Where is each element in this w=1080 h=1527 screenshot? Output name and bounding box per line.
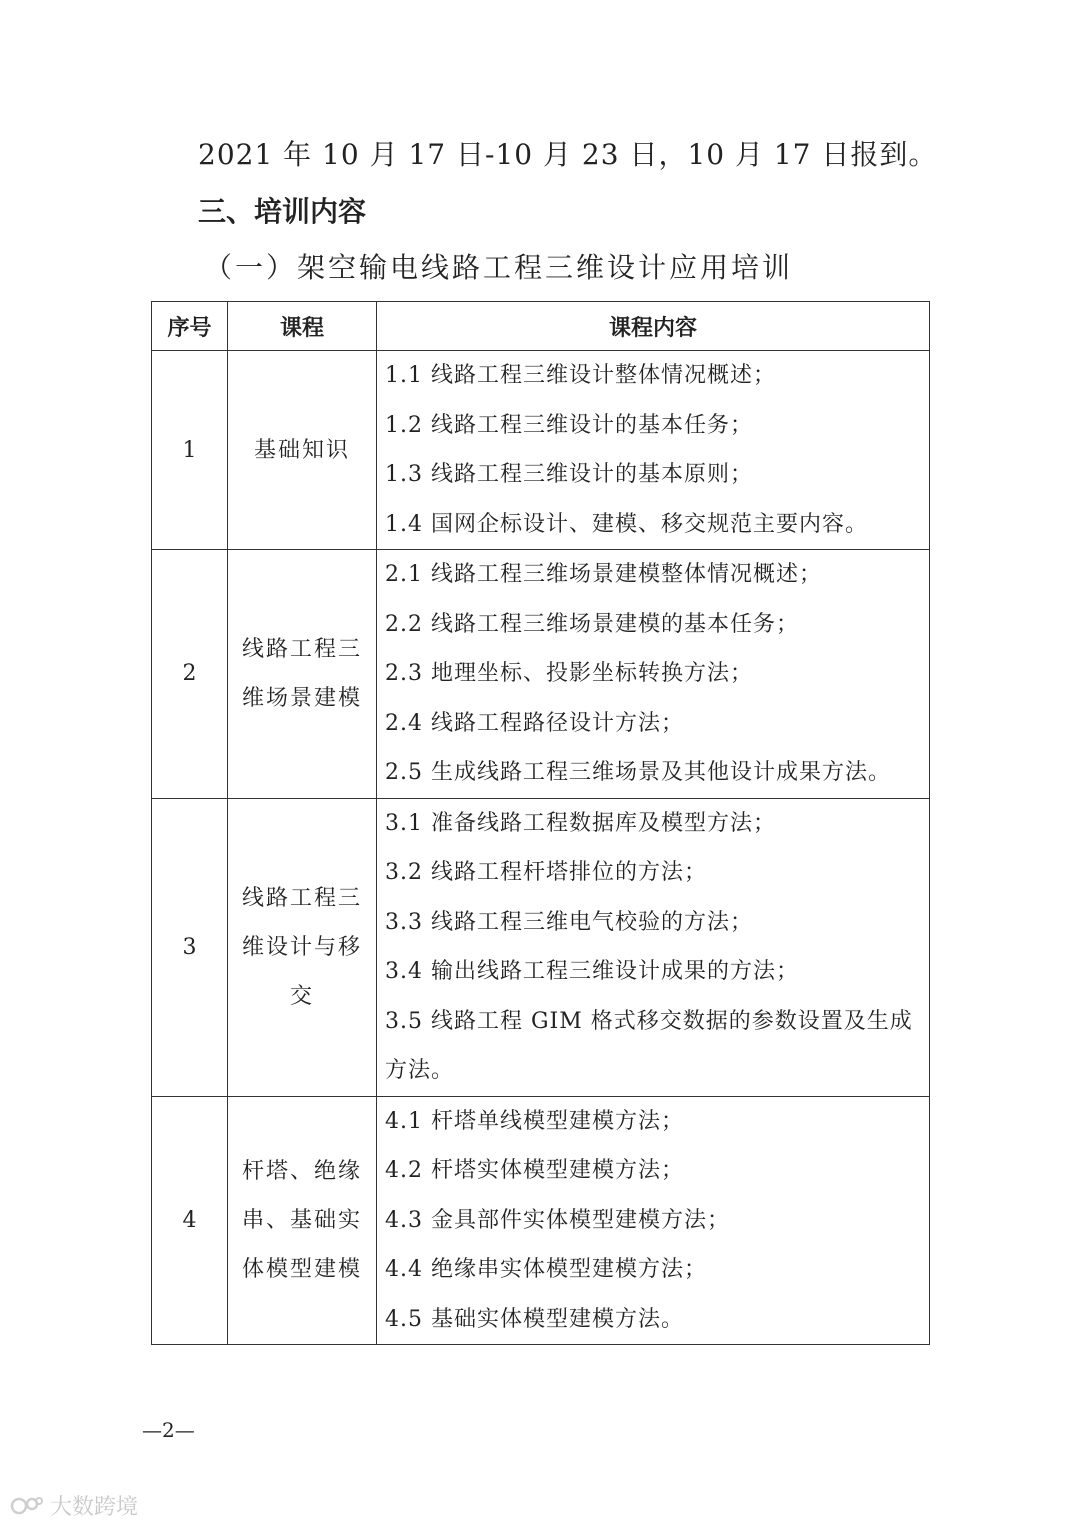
header-course: 课程 — [228, 302, 377, 351]
table-row — [152, 550, 930, 799]
table-row — [152, 1096, 930, 1345]
row-number: 4 — [152, 1096, 228, 1345]
course-content — [377, 550, 930, 799]
content-item: 1.2 线路工程三维设计的基本任务； — [385, 412, 753, 438]
content-item: 2.3 地理坐标、投影坐标转换方法； — [385, 661, 753, 686]
content-item: 4.4 绝缘串实体模型建模方法； — [385, 1257, 707, 1282]
content-item: 4.5 基础实体模型建模方法。 — [385, 1306, 684, 1332]
table-row — [152, 798, 930, 1096]
table-row — [152, 351, 930, 550]
header-content: 课程内容 — [377, 302, 930, 351]
content-item: 1.1 线路工程三维设计整体情况概述； — [385, 363, 776, 388]
content-item: 4.1 杆塔单线模型建模方法； — [385, 1108, 684, 1134]
header-no: 序号 — [152, 302, 228, 351]
row-number: 2 — [152, 550, 228, 799]
content-item: 2.4 线路工程路径设计方法； — [385, 710, 684, 736]
content-item: 3.1 准备线路工程数据库及模型方法； — [385, 810, 776, 836]
row-number: 1 — [152, 351, 228, 550]
content-item: 1.3 线路工程三维设计的基本原则； — [385, 462, 753, 487]
course-name: 线路工程三维场景建模 — [228, 550, 377, 799]
watermark — [10, 1490, 138, 1521]
course-content — [377, 351, 930, 550]
page-number: —2— — [142, 1418, 195, 1442]
watermark-logo-icon — [10, 1493, 44, 1519]
content-item: 3.4 输出线路工程三维设计成果的方法； — [385, 959, 799, 984]
watermark-text: 大数跨境 — [50, 1495, 139, 1520]
sub-heading: （一）架空输电线路工程三维设计应用培训 — [204, 251, 794, 284]
course-table — [151, 301, 930, 1345]
course-content — [377, 1096, 930, 1345]
content-item: 3.3 线路工程三维电气校验的方法； — [385, 909, 753, 935]
table-header-row — [152, 302, 930, 351]
date-line: 2021 年 10 月 17 日-10 月 23 日，10 月 17 日报到。 — [198, 138, 938, 171]
content-item: 2.1 线路工程三维场景建模整体情况概述； — [385, 562, 822, 587]
content-item: 2.2 线路工程三维场景建模的基本任务； — [385, 611, 799, 637]
content-item: 3.5 线路工程 GIM 格式移交数据的参数设置及生成方法。 — [385, 1008, 913, 1083]
content-item: 4.2 杆塔实体模型建模方法； — [385, 1158, 684, 1183]
content-item: 1.4 国网企标设计、建模、移交规范主要内容。 — [385, 511, 868, 537]
row-number: 3 — [152, 798, 228, 1096]
course-name: 杆塔、绝缘串、基础实体模型建模 — [228, 1096, 377, 1345]
content-item: 2.5 生成线路工程三维场景及其他设计成果方法。 — [385, 760, 891, 785]
course-name: 基础知识 — [228, 351, 377, 550]
course-name: 线路工程三维设计与移交 — [228, 798, 377, 1096]
content-item: 3.2 线路工程杆塔排位的方法； — [385, 860, 707, 885]
section-heading: 三、培训内容 — [198, 195, 367, 228]
content-item: 4.3 金具部件实体模型建模方法； — [385, 1207, 730, 1233]
course-content — [377, 798, 930, 1096]
